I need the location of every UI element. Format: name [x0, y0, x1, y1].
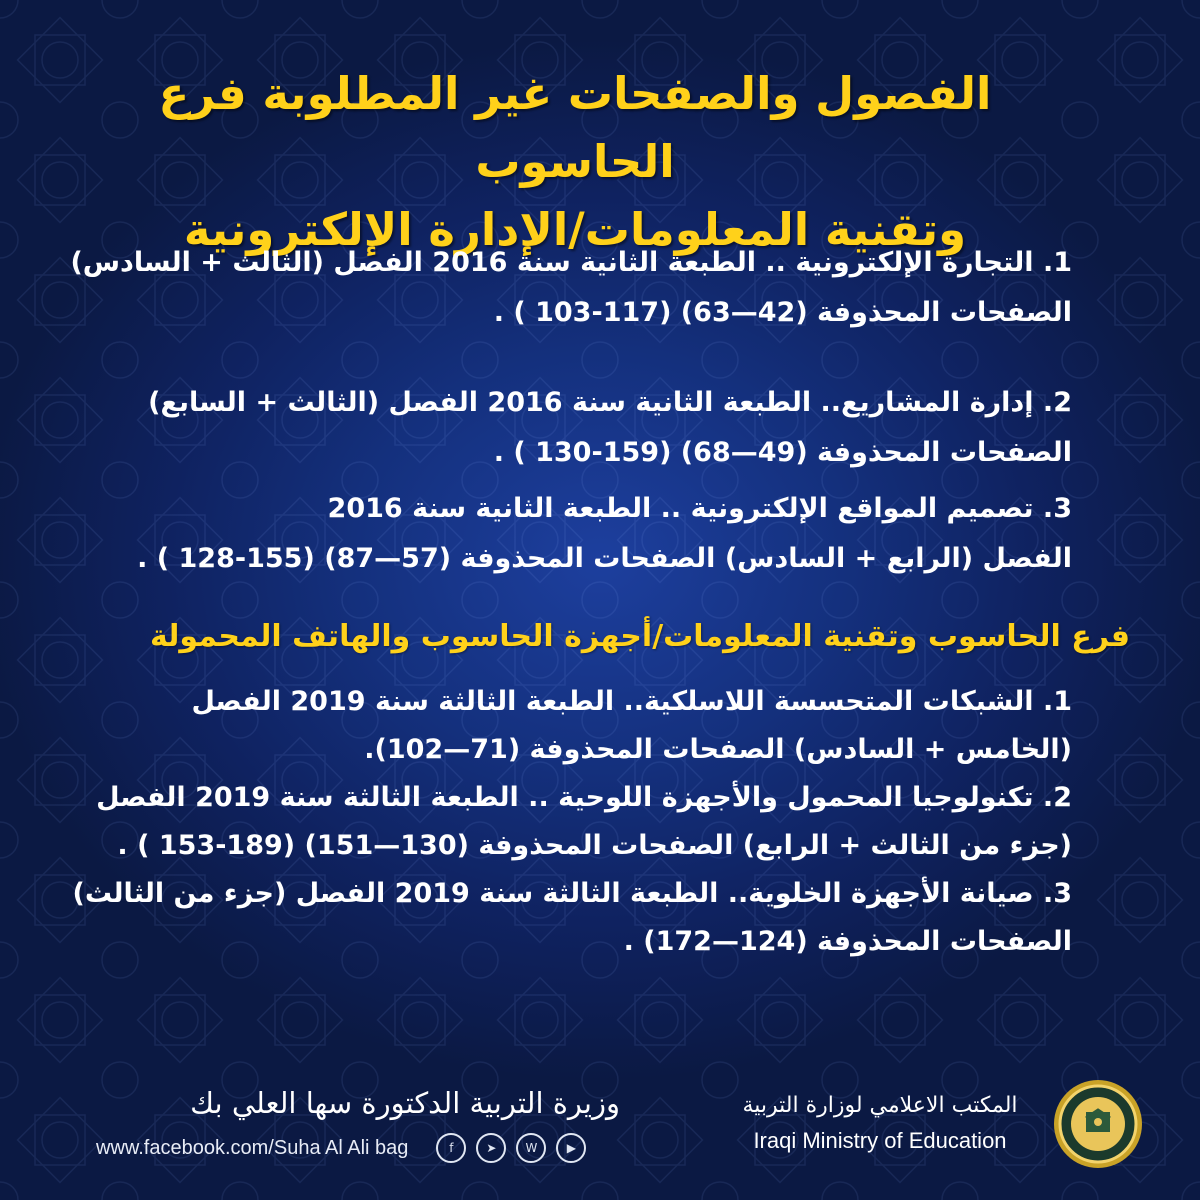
item-pages: الصفحات المحذوفة (124—172) . — [623, 926, 1072, 957]
item-title: 1. الشبكات المتحسسة اللاسلكية.. الطبعة الثالثة سنة 2019 الفصل — [191, 686, 1072, 717]
item-title: 1. التجارة الإلكترونية .. الطبعة الثانية سنة 2016 الفصل (الثالث + السادس) — [70, 247, 1072, 278]
main-title-line-1: الفصول والصفحات غير المطلوبة فرع الحاسوب — [158, 67, 992, 188]
list-item — [72, 678, 1072, 774]
item-title: 3. تصميم المواقع الإلكترونية .. الطبعة الثانية سنة 2016 — [327, 493, 1072, 524]
item-pages: الصفحات المحذوفة (49—68) (159-130 ) . — [493, 437, 1072, 468]
web-icon[interactable]: W — [516, 1133, 546, 1163]
section-mobile-devices — [72, 678, 1072, 966]
list-item — [72, 870, 1072, 966]
item-pages: الفصل (الرابع + السادس) الصفحات المحذوفة (57—87) (155-128 ) . — [137, 543, 1072, 574]
main-title-line-2: وتقنية المعلومات/الإدارة الإلكترونية — [183, 203, 967, 256]
facebook-icon[interactable]: f — [436, 1133, 466, 1163]
item-title: 3. صيانة الأجهزة الخلوية.. الطبعة الثالثة سنة 2019 الفصل (جزء من الثالث) — [72, 878, 1072, 909]
social-icons — [436, 1133, 586, 1163]
list-item — [70, 238, 1072, 338]
ministry-emblem-icon — [1052, 1078, 1144, 1170]
list-item — [112, 484, 1072, 584]
website-link[interactable]: www.facebook.com/Suha Al Ali bag — [96, 1136, 409, 1159]
list-item — [72, 774, 1072, 870]
office-name-arabic: المكتب الاعلامي لوزارة التربية — [742, 1093, 1018, 1118]
item-title: 2. إدارة المشاريع.. الطبعة الثانية سنة 2016 الفصل (الثالث + السابع) — [148, 387, 1072, 418]
list-item — [112, 378, 1072, 478]
minister-signature — [60, 1086, 620, 1120]
minister-name: وزيرة التربية الدكتورة سها العلي بك — [190, 1086, 620, 1120]
website-row — [96, 1128, 586, 1168]
telegram-icon[interactable]: ➤ — [476, 1133, 506, 1163]
main-title — [100, 60, 1050, 264]
item-pages: الصفحات المحذوفة (42—63) (117-103 ) . — [493, 297, 1072, 328]
section-2-heading: فرع الحاسوب وتقنية المعلومات/أجهزة الحاسوب والهاتف المحمولة — [149, 619, 1130, 654]
section-electronic-management — [70, 238, 1072, 624]
ministry-office — [730, 1088, 1030, 1158]
item-title: 2. تكنولوجيا المحمول والأجهزة اللوحية .. الطبعة الثالثة سنة 2019 الفصل — [96, 782, 1072, 813]
youtube-icon[interactable]: ▶ — [556, 1133, 586, 1163]
item-pages: (الخامس + السادس) الصفحات المحذوفة (71—102). — [364, 734, 1072, 765]
office-name-english: Iraqi Ministry of Education — [753, 1128, 1007, 1153]
item-pages: (جزء من الثالث + الرابع) الصفحات المحذوفة (130—151) (189-153 ) . — [117, 830, 1072, 861]
